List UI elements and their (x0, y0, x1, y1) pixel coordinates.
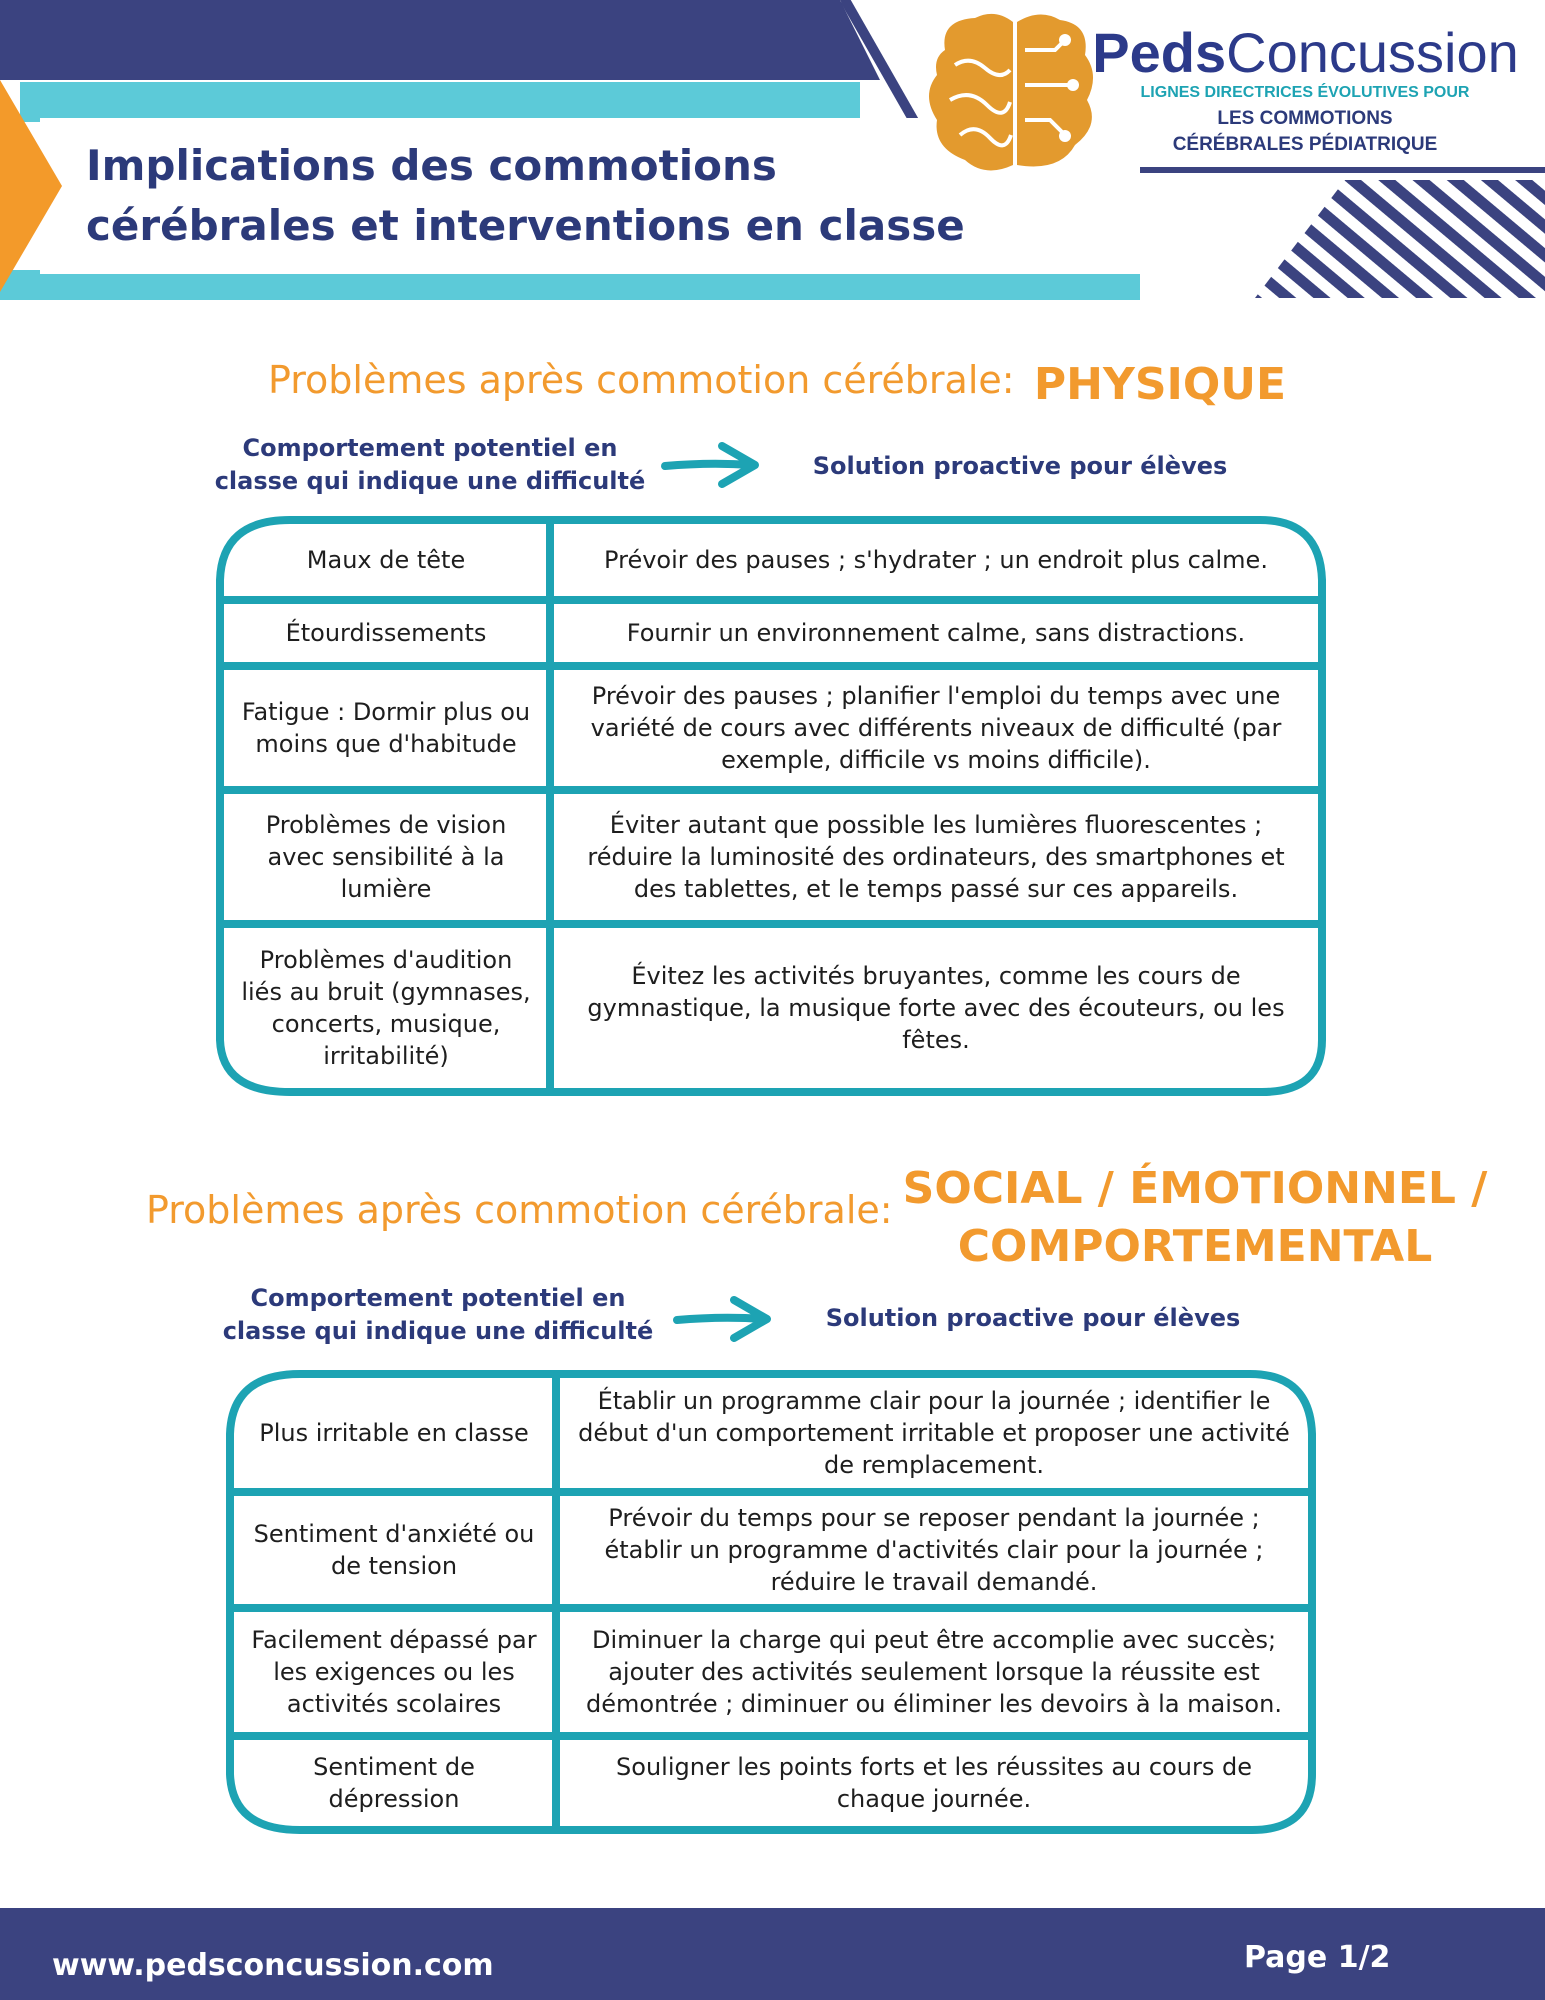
section-1-row-4-solution: Éviter autant que possible les lumières fluorescentes ; réduire la luminosité des ordinateurs, des smartphones et des tablettes, et le temps passé sur ces appareils. (587, 811, 1285, 903)
section-2-row-1-problem: Plus irritable en classe (259, 1419, 529, 1447)
section-2-row-2-problem: Sentiment d'anxiété ou de tension (253, 1520, 535, 1580)
section-2-col-right-header: Solution proactive pour élèves (825, 1304, 1241, 1332)
section-2-row-3-problem: Facilement dépassé par les exigences ou les activités scolaires (251, 1626, 537, 1718)
section-2-row-3-solution: Diminuer la charge qui peut être accomplie avec succès; ajouter des activités seulement lorsque la réussite est démontrée ; diminuer ou éliminer les devoirs à la maison. (586, 1626, 1282, 1718)
section-2-row-1-solution: Établir un programme clair pour la journée ; identifier le début d'un comportement irritable et proposer une activité de remplacement. (578, 1387, 1290, 1479)
section-2-col-left-line-1: Comportement potentiel en (250, 1284, 626, 1312)
section-2-row-4-solution: Souligner les points forts et les réussites au cours de chaque journée. (616, 1753, 1252, 1813)
page-title-line-2: cérébrales et interventions en classe (86, 201, 965, 250)
logo-tagline-2: LES COMMOTIONS (1217, 108, 1393, 129)
section-1-row-2-solution: Fournir un environnement calme, sans distractions. (626, 619, 1246, 647)
section-2-row-4-problem: Sentiment de dépression (313, 1753, 475, 1813)
page-title-line-1: Implications des commotions (86, 141, 777, 190)
section-1-label: Problèmes après commotion cérébrale: (268, 358, 1015, 402)
logo-tagline-1: LIGNES DIRECTRICES ÉVOLUTIVES POUR (1140, 84, 1470, 101)
section-1-row-5-problem: Problèmes d'audition liés au bruit (gymnases, concerts, musique, irritabilité) (241, 946, 531, 1070)
footer-page-number: Page 1/2 (1244, 1940, 1391, 1975)
section-1-row-1-problem: Maux de tête (306, 546, 466, 574)
section-2-row-2-solution: Prévoir du temps pour se reposer pendant la journée ; établir un programme d'activités clair pour la journée ; réduire le travail demandé. (604, 1504, 1264, 1596)
logo-word-regular: Concussion (1226, 21, 1519, 84)
section-1-row-1-solution: Prévoir des pauses ; s'hydrater ; un endroit plus calme. (604, 546, 1268, 574)
section-1-row-3-problem: Fatigue : Dormir plus ou moins que d'habitude (241, 698, 531, 758)
section-2-label: Problèmes après commotion cérébrale: (146, 1188, 893, 1232)
section-1-col-left-line-1: Comportement potentiel en (242, 434, 618, 462)
section-1-row-4-problem: Problèmes de vision avec sensibilité à la lumière (265, 811, 507, 903)
footer-url-link[interactable]: www.pedsconcussion.com (52, 1948, 494, 1983)
logo-tagline-3: CÉRÉBRALES PÉDIATRIQUE (1172, 134, 1438, 155)
section-2-col-left-line-2: classe qui indique une difficulté (222, 1317, 654, 1345)
logo-word-bold: Peds (1092, 21, 1227, 84)
section-1-col-right-header: Solution proactive pour élèves (812, 452, 1228, 480)
section-1-row-2-problem: Étourdissements (285, 619, 487, 647)
section-2-category-line-2: COMPORTEMENTAL (957, 1221, 1433, 1272)
section-1-category-line-1: PHYSIQUE (1033, 359, 1287, 410)
section-2-category-line-1: SOCIAL / ÉMOTIONNEL / (902, 1163, 1488, 1214)
section-1-col-left-line-2: classe qui indique une difficulté (214, 467, 646, 495)
section-1-row-3-solution: Prévoir des pauses ; planifier l'emploi du temps avec une variété de cours avec différents niveaux de difficulté (par exemple, difficile vs moins difficile). (590, 682, 1282, 774)
section-1-row-5-solution: Évitez les activités bruyantes, comme les cours de gymnastique, la musique forte avec des écouteurs, ou les fêtes. (587, 962, 1285, 1054)
